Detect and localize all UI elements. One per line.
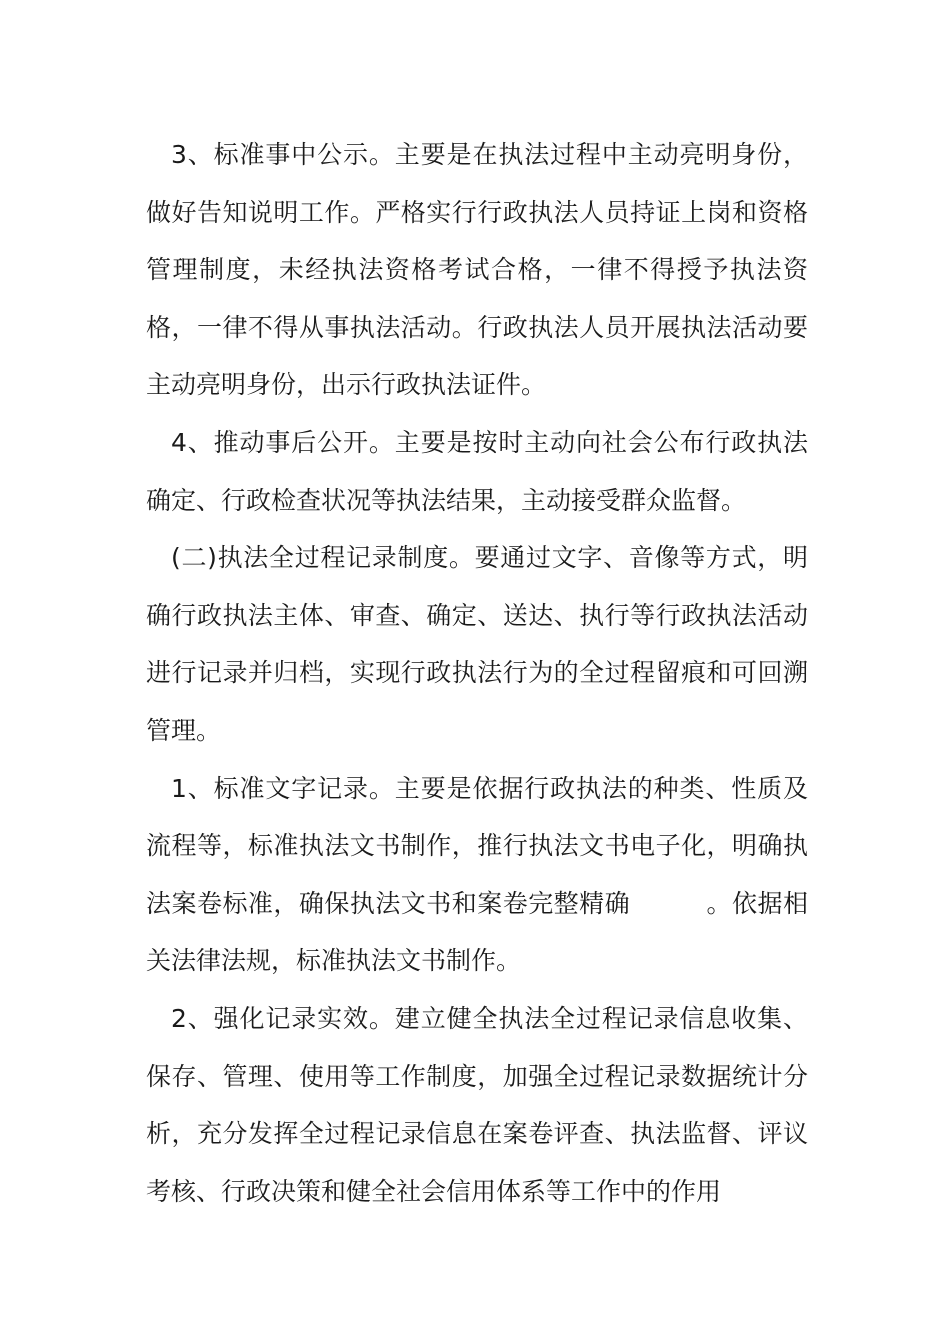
paragraph-full-process-record: (二)执法全过程记录制度。要通过文字、音像等方式，明确行政执法主体、审查、确定、送达、执行等行政执法活动进行记录并归档，实现行政执法行为的全过程留痕和可回溯管理。 [146, 543, 808, 745]
document-body [146, 126, 808, 1220]
paragraph-public-notice-during: 3、标准事中公示。主要是在执法过程中主动亮明身份，做好告知说明工作。严格实行行政执法人员持证上岗和资格管理制度，未经执法资格考试合格，一律不得授予执法资格，一律不得从事执法活动。行政执法人员开展执法活动要主动亮明身份，出示行政执法证件。 [146, 140, 808, 400]
paragraph-text-record: 1、标准文字记录。主要是依据行政执法的种类、性质及流程等，标准执法文书制作，推行执法文书电子化，明确执法案卷标准，确保执法文书和案卷完整精确 。依据相关法律法规，标准执法文书制作。 [146, 773, 808, 976]
paragraph-record-effectiveness: 2、强化记录实效。建立健全执法全过程记录信息收集、保存、管理、使用等工作制度，加强全过程记录数据统计分析，充分发挥全过程记录信息在案卷评查、执法监督、评议考核、行政决策和健全社会信用体系等工作中的作用 [146, 1003, 808, 1206]
paragraph-public-after: 4、推动事后公开。主要是按时主动向社会公布行政执法确定、行政检查状况等执法结果，主动接受群众监督。 [146, 427, 808, 515]
